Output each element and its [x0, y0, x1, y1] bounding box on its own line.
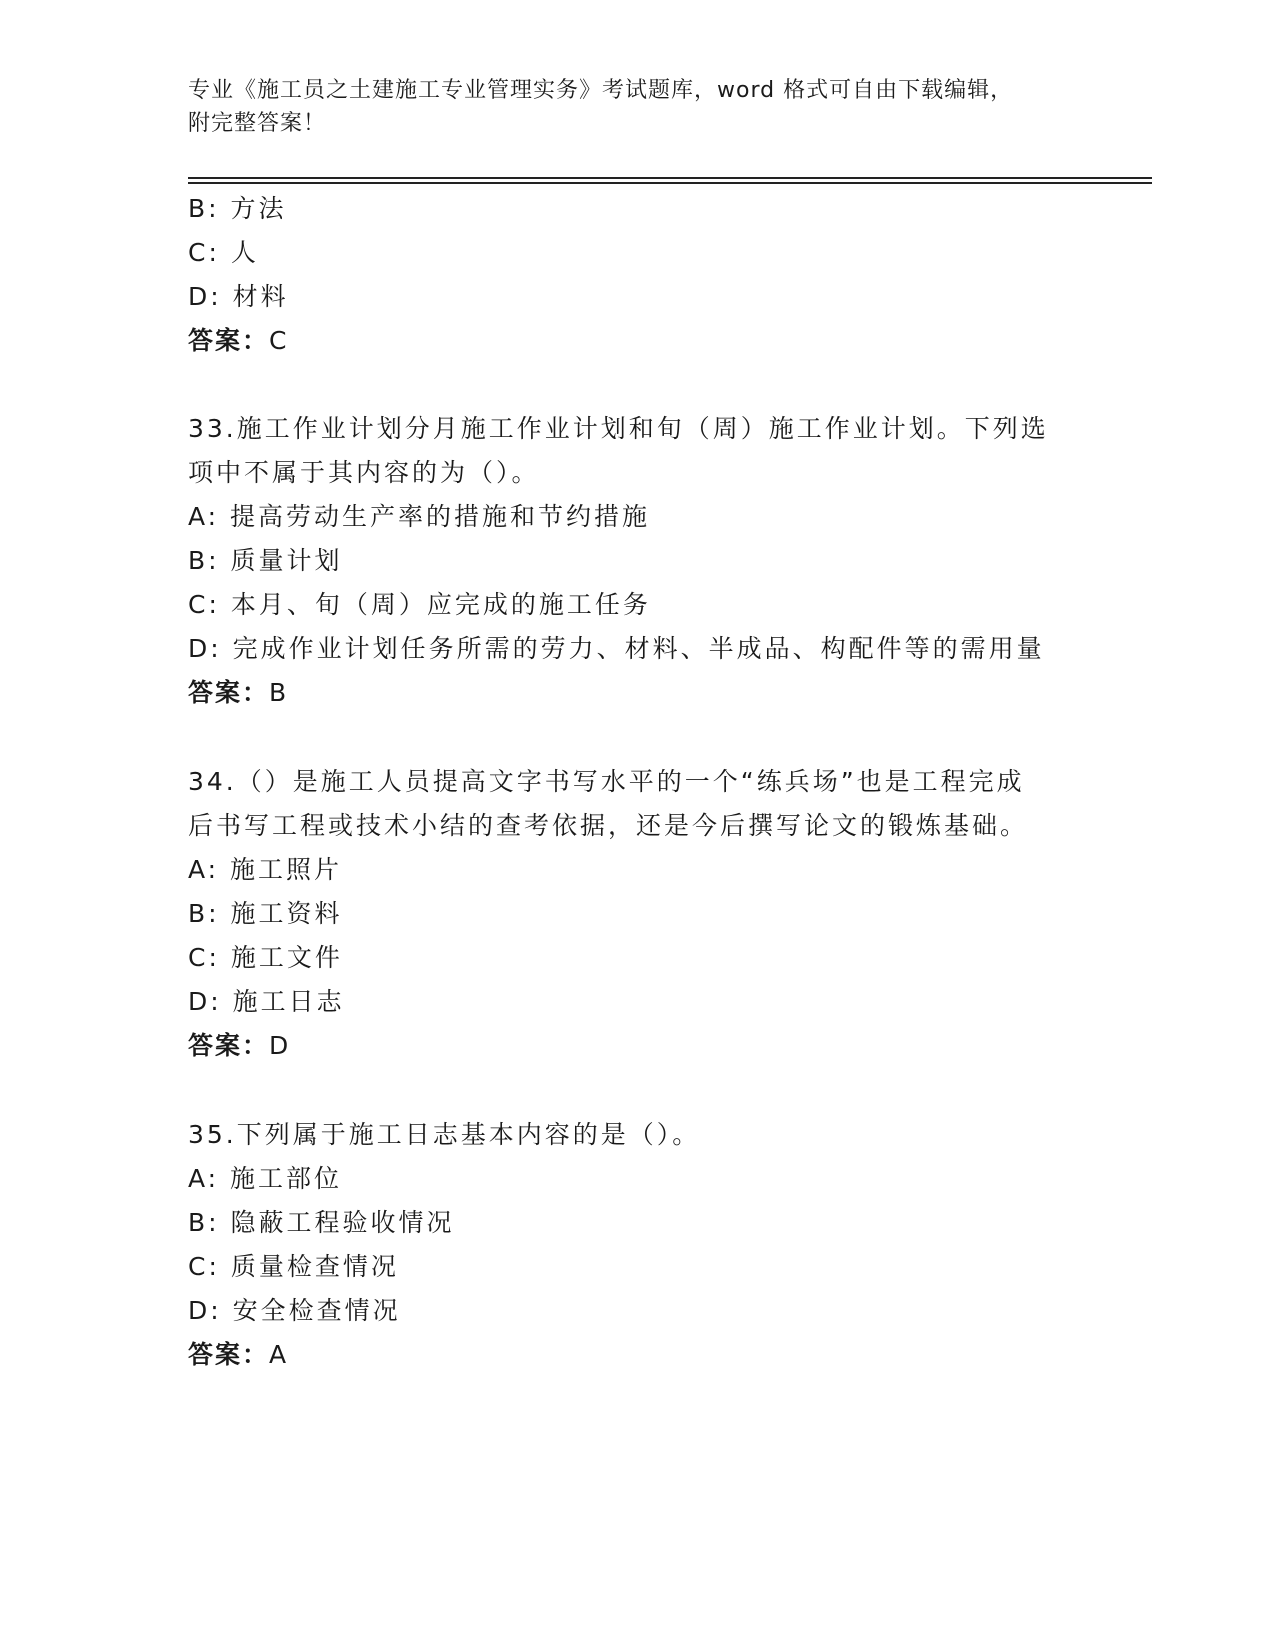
question-34-stem-line-2: 后书写工程或技术小结的查考依据，还是今后撰写论文的锻炼基础。 [188, 811, 1029, 840]
option-b: B: 方法 [188, 194, 287, 223]
answer-value: B [269, 678, 288, 707]
answer-value: A [269, 1340, 288, 1369]
question-35-option-a: A: 施工部位 [188, 1164, 343, 1193]
question-35-option-b: B: 隐蔽工程验收情况 [188, 1208, 455, 1237]
question-35-option-c: C: 质量检查情况 [188, 1252, 399, 1281]
question-34-answer [188, 1029, 289, 1063]
option-d: D: 材料 [188, 282, 289, 311]
answer-label: 答案： [188, 326, 270, 355]
question-33-stem-line-2: 项中不属于其内容的为（）。 [188, 458, 540, 487]
answer-label: 答案： [188, 1031, 270, 1060]
answer-label: 答案： [188, 1340, 270, 1369]
question-34-option-d: D: 施工日志 [188, 987, 345, 1016]
question-33-stem-line-1: 33.施工作业计划分月施工作业计划和旬（周）施工作业计划。下列选 [188, 414, 1049, 443]
question-33-option-d: D: 完成作业计划任务所需的劳力、材料、半成品、构配件等的需用量 [188, 634, 1045, 663]
question-33-option-b: B: 质量计划 [188, 546, 343, 575]
question-33-option-c: C: 本月、旬（周）应完成的施工任务 [188, 590, 651, 619]
answer-value: D [269, 1031, 290, 1060]
header-line-1: 专业《施工员之土建施工专业管理实务》考试题库，word 格式可自由下载编辑， [188, 78, 1014, 103]
header-line-2: 附完整答案！ [188, 111, 327, 136]
question-34-stem-line-1: 34.（）是施工人员提高文字书写水平的一个“练兵场”也是工程完成 [188, 767, 1025, 796]
question-33-option-a: A: 提高劳动生产率的措施和节约措施 [188, 502, 651, 531]
question-35-stem: 35.下列属于施工日志基本内容的是（）。 [188, 1120, 701, 1149]
question-35-option-d: D: 安全检查情况 [188, 1296, 401, 1325]
header-divider-bottom [188, 182, 1152, 184]
question-34-option-b: B: 施工资料 [188, 899, 343, 928]
document-header [188, 74, 1088, 140]
option-c: C: 人 [188, 238, 259, 267]
answer-value: C [269, 326, 288, 355]
question-33-answer [188, 676, 287, 710]
question-34-option-a: A: 施工照片 [188, 855, 343, 884]
answer-label: 答案： [188, 678, 270, 707]
question-35-answer [188, 1338, 287, 1372]
question-34-option-c: C: 施工文件 [188, 943, 343, 972]
header-divider-top [188, 177, 1152, 179]
answer-line [188, 324, 287, 358]
